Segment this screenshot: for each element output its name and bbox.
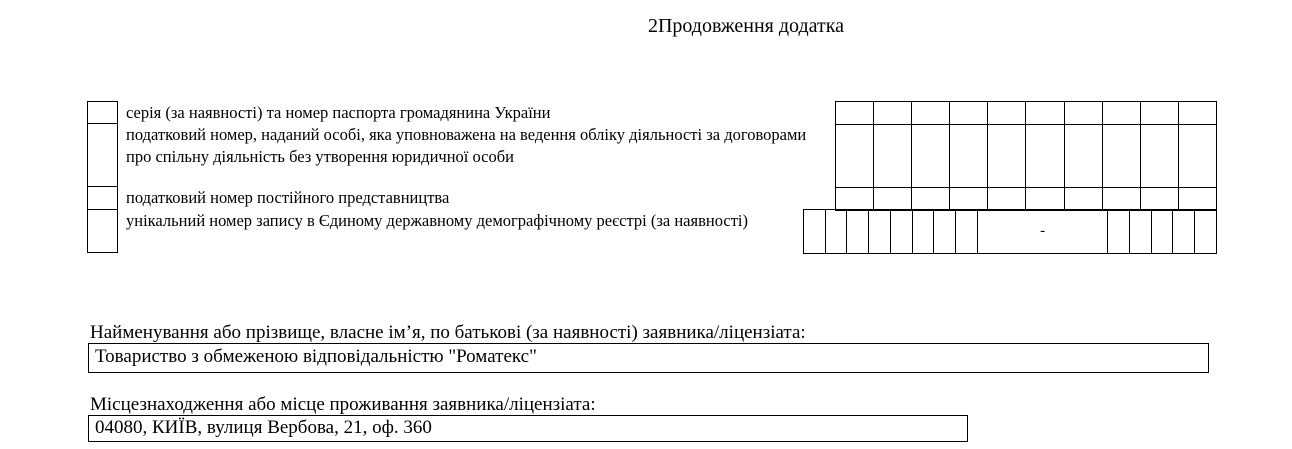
demographic-code-cell[interactable] — [825, 210, 847, 254]
demographic-code-cell[interactable] — [890, 210, 912, 254]
code-cell[interactable] — [1140, 188, 1178, 211]
demographic-code-cell-grid — [803, 209, 1217, 254]
code-cell[interactable] — [1026, 188, 1064, 211]
code-cell[interactable] — [1102, 125, 1140, 188]
code-cell[interactable] — [874, 102, 912, 125]
demographic-code-cell[interactable] — [804, 210, 826, 254]
code-cell[interactable] — [874, 125, 912, 188]
code-cell[interactable] — [1140, 125, 1178, 188]
code-cell[interactable] — [988, 188, 1026, 211]
code-cell[interactable] — [1178, 102, 1216, 125]
demographic-code-cell[interactable] — [1108, 210, 1130, 254]
code-cell[interactable] — [912, 102, 950, 125]
code-cell[interactable] — [1140, 102, 1178, 125]
demographic-code-cell[interactable] — [1130, 210, 1152, 254]
code-cell[interactable] — [912, 188, 950, 211]
code-cell[interactable] — [988, 125, 1026, 188]
code-cell[interactable] — [1026, 102, 1064, 125]
page-title: 2Продовження додатка — [647, 15, 845, 37]
passport-option-label: серія (за наявності) та номер паспорта громадянина України — [126, 103, 551, 122]
representative-office-option-label: податковий номер постійного представництва — [126, 188, 450, 207]
tax-number-cell-grid — [835, 101, 1217, 211]
joint-activity-tax-number-option-label: податковий номер, наданий особі, яка уповноважена на ведення обліку діяльності за договорами про спільну діяльність без утворення юридичної особи — [126, 125, 807, 166]
code-cell[interactable] — [874, 188, 912, 211]
applicant-name-label: Найменування або прізвище, власне ім’я, по батькові (за наявності) заявника/ліцензіата: — [90, 322, 806, 343]
code-cell[interactable] — [1064, 125, 1102, 188]
code-cell[interactable] — [950, 125, 988, 188]
demographic-register-option-label: унікальний номер запису в Єдиному державному демографічному реєстрі (за наявності) — [126, 211, 748, 230]
demographic-code-cell[interactable] — [912, 210, 934, 254]
applicant-address-field[interactable]: 04080, КИЇВ, вулиця Вербова, 21, оф. 360 — [88, 415, 968, 442]
representative-office-checkbox[interactable] — [87, 186, 118, 210]
code-cell[interactable] — [1026, 125, 1064, 188]
applicant-address-label: Місцезнаходження або місце проживання заявника/ліцензіата: — [90, 394, 596, 415]
code-cell[interactable] — [1178, 125, 1216, 188]
code-cell[interactable] — [988, 102, 1026, 125]
code-cell[interactable] — [836, 188, 874, 211]
demographic-code-cell[interactable] — [869, 210, 891, 254]
joint-activity-tax-number-checkbox[interactable] — [87, 123, 118, 187]
passport-checkbox[interactable] — [87, 101, 118, 124]
demographic-code-cell[interactable] — [1151, 210, 1173, 254]
code-cell[interactable] — [1102, 102, 1140, 125]
code-cell[interactable] — [912, 125, 950, 188]
code-cell[interactable] — [1102, 188, 1140, 211]
code-cell[interactable] — [950, 102, 988, 125]
code-cell[interactable] — [1064, 188, 1102, 211]
demographic-code-cell[interactable] — [847, 210, 869, 254]
demographic-code-cell[interactable] — [1195, 210, 1217, 254]
code-cell[interactable] — [836, 125, 874, 188]
demographic-code-separator: - — [977, 210, 1107, 254]
demographic-code-cell[interactable] — [934, 210, 956, 254]
code-cell[interactable] — [950, 188, 988, 211]
code-cell[interactable] — [1064, 102, 1102, 125]
applicant-name-field[interactable]: Товариство з обмеженою відповідальністю "Роматекс" — [88, 343, 1209, 373]
demographic-code-cell[interactable] — [1173, 210, 1195, 254]
demographic-register-checkbox[interactable] — [87, 209, 118, 253]
code-cell[interactable] — [1178, 188, 1216, 211]
demographic-code-cell[interactable] — [956, 210, 978, 254]
code-cell[interactable] — [836, 102, 874, 125]
